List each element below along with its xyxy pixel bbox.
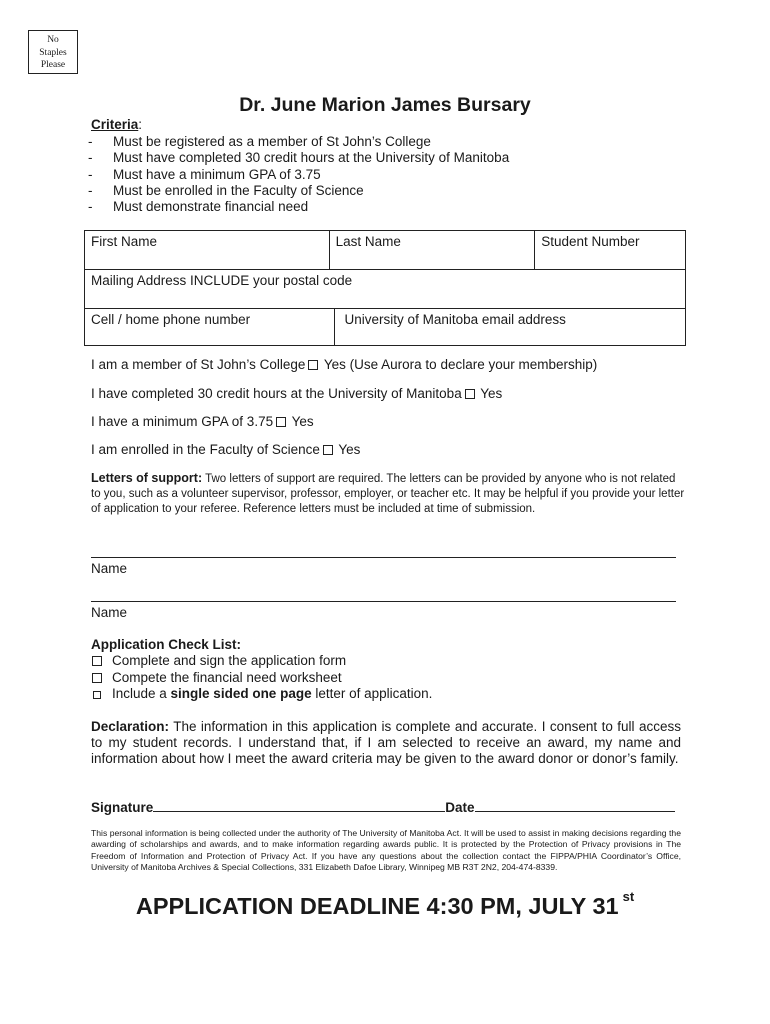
checklist-item xyxy=(91,653,432,670)
last-name-field[interactable]: Last Name xyxy=(329,231,535,270)
application-deadline xyxy=(0,889,770,920)
referee-name-line-1[interactable] xyxy=(91,557,676,558)
first-name-field[interactable]: First Name xyxy=(85,231,330,270)
statement-yes: Yes (Use Aurora to declare your membership) xyxy=(323,357,598,372)
checklist-item xyxy=(91,686,432,703)
letters-text: Two letters of support are required. The letters can be provided by anyone who is not related to you, such as a volunteer supervisor, professor, employer, or teacher etc. It may be helpful if you provide your letter of application to your referee. Reference letters must be included at time of submission. xyxy=(91,473,685,515)
referee-name-line-2[interactable] xyxy=(91,601,676,602)
no-staples-box xyxy=(28,30,78,74)
declaration-text: The information in this application is complete and accurate. I consent to full access to my student records. I understand that, if I am selected to receive an award, my name and information about how I meet the award criteria may be given to the award donor or donor’s family. xyxy=(91,719,681,766)
email-field[interactable]: University of Manitoba email address xyxy=(334,309,685,346)
date-line[interactable] xyxy=(475,810,675,812)
letters-of-support xyxy=(91,471,686,517)
statement-text: I have a minimum GPA of 3.75 xyxy=(91,414,274,429)
signature-label: Signature xyxy=(91,800,154,815)
deadline-suffix: st xyxy=(622,889,635,904)
staples-line-3: Please xyxy=(40,60,66,70)
criteria-list xyxy=(88,134,509,215)
statement-yes: Yes xyxy=(338,442,361,457)
checklist-checkbox[interactable] xyxy=(92,656,102,666)
signature-line[interactable] xyxy=(153,810,445,812)
checklist-item-label: Compete the financial need worksheet xyxy=(112,669,342,685)
date-label: Date xyxy=(445,800,475,815)
checklist-item-label: Complete and sign the application form xyxy=(112,653,347,668)
statement-text: I have completed 30 credit hours at the University of Manitoba xyxy=(91,386,462,401)
checklist xyxy=(91,653,432,703)
statement-text: I am a member of St John’s College xyxy=(91,357,306,372)
checklist-checkbox[interactable] xyxy=(93,691,101,699)
checklist-checkbox[interactable] xyxy=(92,673,102,683)
checklist-item-post: letter of application. xyxy=(311,686,433,701)
membership-checkbox[interactable] xyxy=(308,360,318,370)
deadline-text: APPLICATION DEADLINE 4:30 PM, JULY 31 xyxy=(135,893,619,919)
criteria-item: - Must be enrolled in the Faculty of Science xyxy=(88,183,509,199)
signature-row xyxy=(91,800,675,815)
gpa-checkbox[interactable] xyxy=(276,417,286,427)
statement-yes: Yes xyxy=(480,386,503,401)
criteria-item: - Must be registered as a member of St John’s College xyxy=(88,134,509,150)
statement-text: I am enrolled in the Faculty of Science xyxy=(91,442,320,457)
letters-label: Letters of support: xyxy=(91,471,203,485)
referee-name-label-2: Name xyxy=(91,605,128,620)
criteria-item: - Must have completed 30 credit hours at the University of Manitoba xyxy=(88,150,509,166)
statement-credit-hours xyxy=(91,386,502,401)
statement-membership xyxy=(91,357,597,372)
phone-field[interactable]: Cell / home phone number xyxy=(85,309,335,346)
declaration-label: Declaration: xyxy=(91,719,170,734)
page-title: Dr. June Marion James Bursary xyxy=(239,94,531,116)
criteria-item: - Must have a minimum GPA of 3.75 xyxy=(88,167,509,183)
criteria-label: Criteria xyxy=(91,117,139,132)
checklist-item-bold: single sided one page xyxy=(170,686,312,701)
checklist-title: Application Check List: xyxy=(91,637,242,652)
criteria-item: - Must demonstrate financial need xyxy=(88,199,509,215)
statement-yes: Yes xyxy=(291,414,314,429)
credit-hours-checkbox[interactable] xyxy=(465,389,475,399)
declaration xyxy=(91,719,681,767)
applicant-info-table xyxy=(84,230,686,346)
referee-name-label-1: Name xyxy=(91,561,128,576)
criteria-heading: Criteria: xyxy=(91,117,143,132)
mailing-address-field[interactable]: Mailing Address INCLUDE your postal code xyxy=(85,270,686,309)
staples-line-2: Staples xyxy=(39,47,67,58)
privacy-notice: This personal information is being collected under the authority of The University of Manitoba Act. It will be used to assist in making decisions regarding the awarding of scholarships and awards, and to make information regarding awards public. It is protected by the Protection of Privacy provisions in The Freedom of Information and Protection of Privacy Act. If you have any questions about the collection contact the FIPPA/PHIA Coordinator’s Office, University of Manitoba Archives & Special Collections, 331 Elizabeth Dafoe Library, Winnipeg MB R3T 2N2, 204-474-8339. xyxy=(91,828,681,872)
checklist-item-pre: Include a xyxy=(112,686,171,701)
student-number-field[interactable]: Student Number xyxy=(535,231,686,270)
statement-faculty xyxy=(91,442,360,457)
statement-gpa xyxy=(91,414,314,429)
staples-line-1: No xyxy=(47,35,59,45)
faculty-checkbox[interactable] xyxy=(323,445,333,455)
checklist-item xyxy=(91,670,432,687)
